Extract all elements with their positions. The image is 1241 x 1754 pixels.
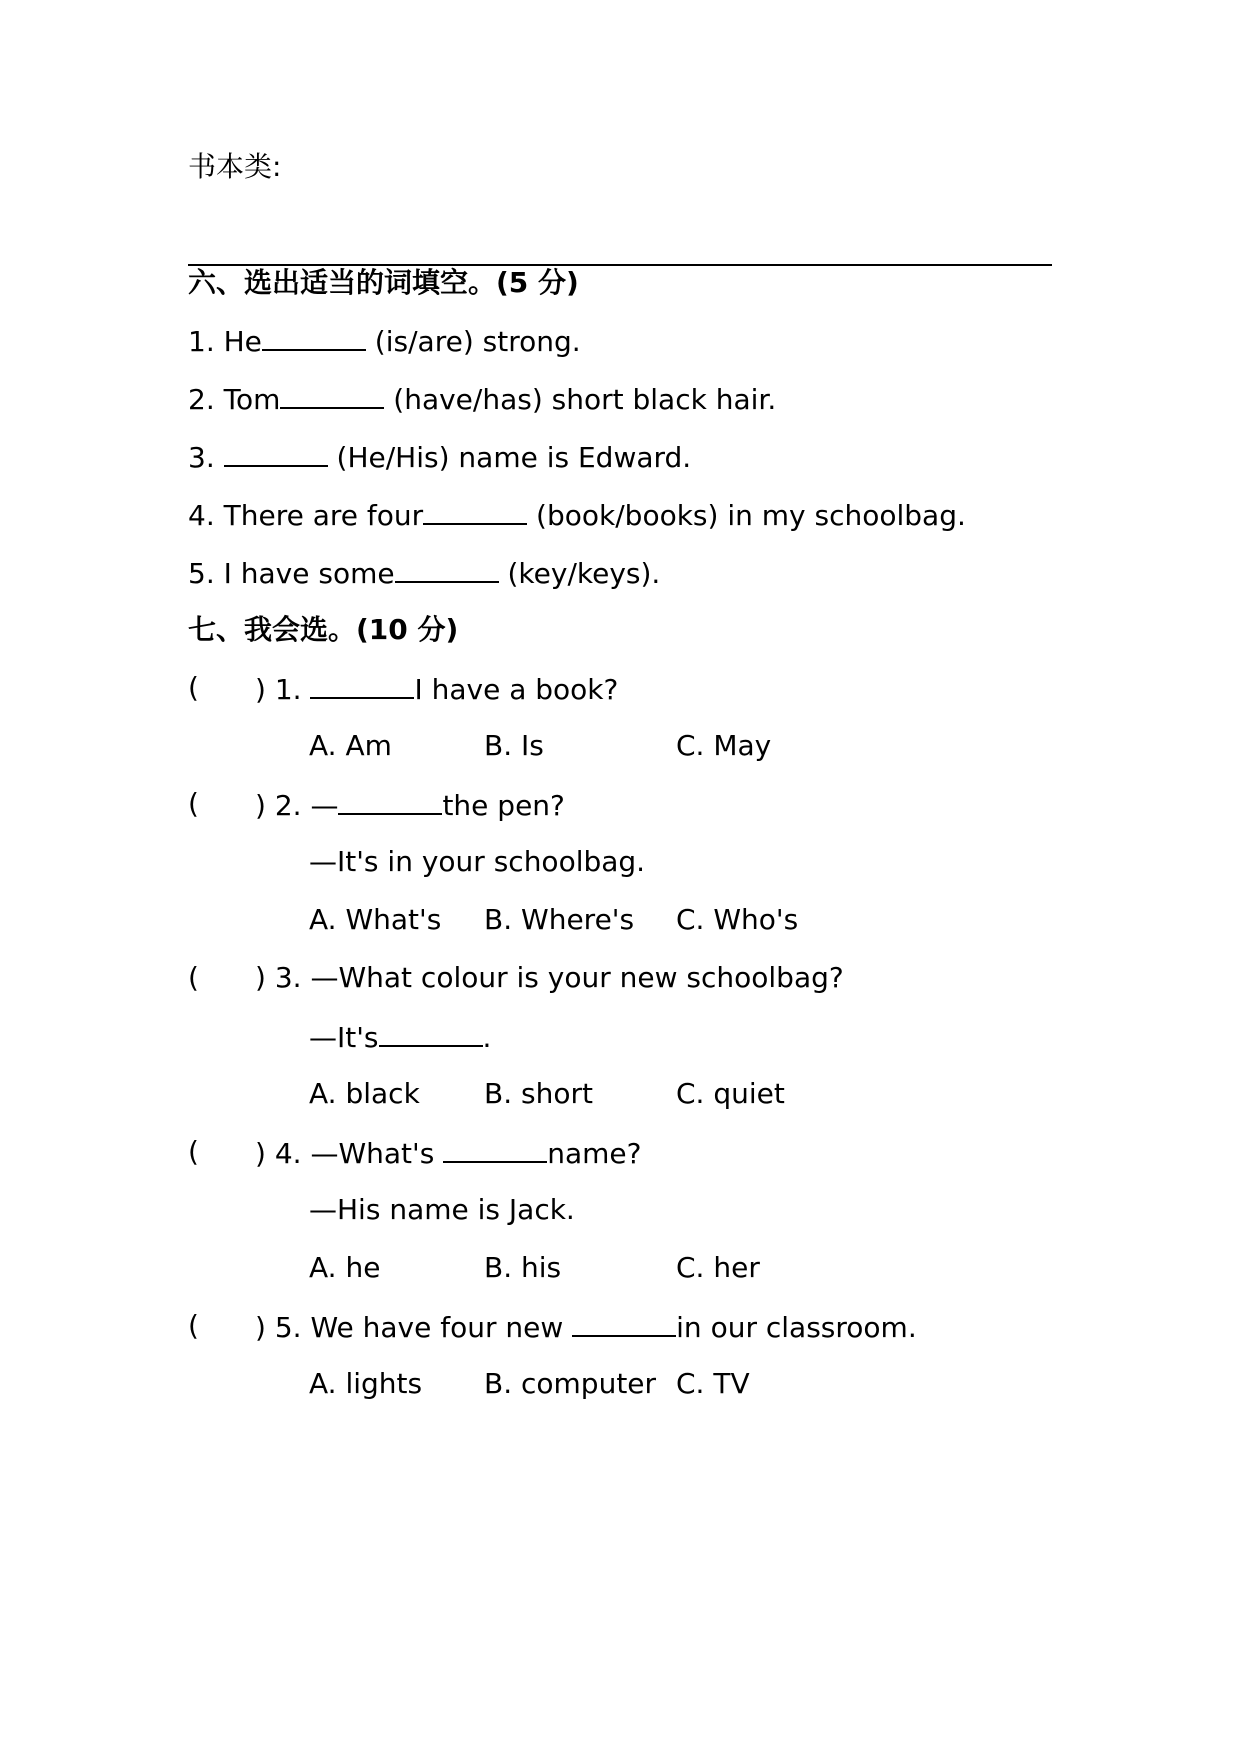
option-b[interactable]: B. computer xyxy=(484,1367,657,1400)
answer-paren-open[interactable]: ( xyxy=(188,961,199,994)
answer-paren-open[interactable]: ( xyxy=(188,1135,199,1168)
reply-text: —His name is Jack. xyxy=(309,1193,575,1226)
question-text: We have four new xyxy=(310,1311,573,1344)
section-7-heading: 七、我会选。(10 分) xyxy=(188,613,459,646)
item-text: (key/keys). xyxy=(498,557,661,590)
answer-blank[interactable] xyxy=(224,439,328,467)
item-text: (He/His) name is Edward. xyxy=(327,441,692,474)
item-text: 2. Tom xyxy=(188,383,281,416)
option-a[interactable]: A. What's xyxy=(309,903,442,936)
fill-item-1 xyxy=(188,323,581,359)
item-text: (book/books) in my schoolbag. xyxy=(527,499,966,532)
option-a[interactable]: A. he xyxy=(309,1251,381,1284)
answer-blank[interactable] xyxy=(310,671,414,699)
option-c[interactable]: C. quiet xyxy=(676,1077,785,1110)
question-1 xyxy=(255,671,618,707)
question-text: —What colour is your new schoolbag? xyxy=(310,961,844,994)
question-text: name? xyxy=(547,1137,642,1170)
option-b[interactable]: B. his xyxy=(484,1251,562,1284)
question-text: — xyxy=(310,789,339,822)
item-text: (is/are) strong. xyxy=(365,325,581,358)
reply-text xyxy=(309,1019,491,1055)
answer-blank[interactable] xyxy=(423,497,527,525)
fill-item-2 xyxy=(188,381,776,417)
answer-blank[interactable] xyxy=(280,381,384,409)
category-label: 书本类: xyxy=(188,150,282,183)
option-c[interactable]: C. May xyxy=(676,729,772,762)
question-5 xyxy=(255,1309,917,1345)
option-b[interactable]: B. short xyxy=(484,1077,593,1110)
answer-blank[interactable] xyxy=(395,555,499,583)
item-text: (have/has) short black hair. xyxy=(384,383,777,416)
reply-post: . xyxy=(482,1021,492,1054)
answer-paren-open[interactable]: ( xyxy=(188,787,199,820)
answer-blank[interactable] xyxy=(338,787,442,815)
question-text: in our classroom. xyxy=(676,1311,917,1344)
question-text: the pen? xyxy=(442,789,565,822)
answer-blank[interactable] xyxy=(572,1309,676,1337)
item-text: 4. There are four xyxy=(188,499,424,532)
option-a[interactable]: A. Am xyxy=(309,729,392,762)
option-a[interactable]: A. black xyxy=(309,1077,420,1110)
question-text: I have a book? xyxy=(414,673,619,706)
option-a[interactable]: A. lights xyxy=(309,1367,423,1400)
question-text: —What's xyxy=(310,1137,444,1170)
option-c[interactable]: C. TV xyxy=(676,1367,750,1400)
reply-text: —It's in your schoolbag. xyxy=(309,845,646,878)
answer-blank[interactable] xyxy=(262,323,366,351)
option-c[interactable]: C. her xyxy=(676,1251,760,1284)
option-b[interactable]: B. Is xyxy=(484,729,544,762)
question-number: ) 3. xyxy=(255,961,311,994)
question-number: ) 1. xyxy=(255,673,311,706)
fill-item-4 xyxy=(188,497,966,533)
item-text: 3. xyxy=(188,441,224,474)
question-2 xyxy=(255,787,565,823)
question-number: ) 5. xyxy=(255,1311,311,1344)
reply-pre: —It's xyxy=(309,1021,379,1054)
section-6-heading: 六、选出适当的词填空。(5 分) xyxy=(188,266,579,299)
option-b[interactable]: B. Where's xyxy=(484,903,635,936)
option-c[interactable]: C. Who's xyxy=(676,903,799,936)
fill-item-3 xyxy=(188,439,691,475)
answer-paren-open[interactable]: ( xyxy=(188,671,199,704)
answer-paren-open[interactable]: ( xyxy=(188,1309,199,1342)
answer-blank[interactable] xyxy=(379,1019,483,1047)
question-number: ) 2. xyxy=(255,789,311,822)
question-number: ) 4. xyxy=(255,1137,311,1170)
item-text: 1. He xyxy=(188,325,262,358)
question-4 xyxy=(255,1135,642,1171)
question-3 xyxy=(255,961,844,995)
item-text: 5. I have some xyxy=(188,557,395,590)
answer-blank[interactable] xyxy=(443,1135,547,1163)
fill-item-5 xyxy=(188,555,660,591)
